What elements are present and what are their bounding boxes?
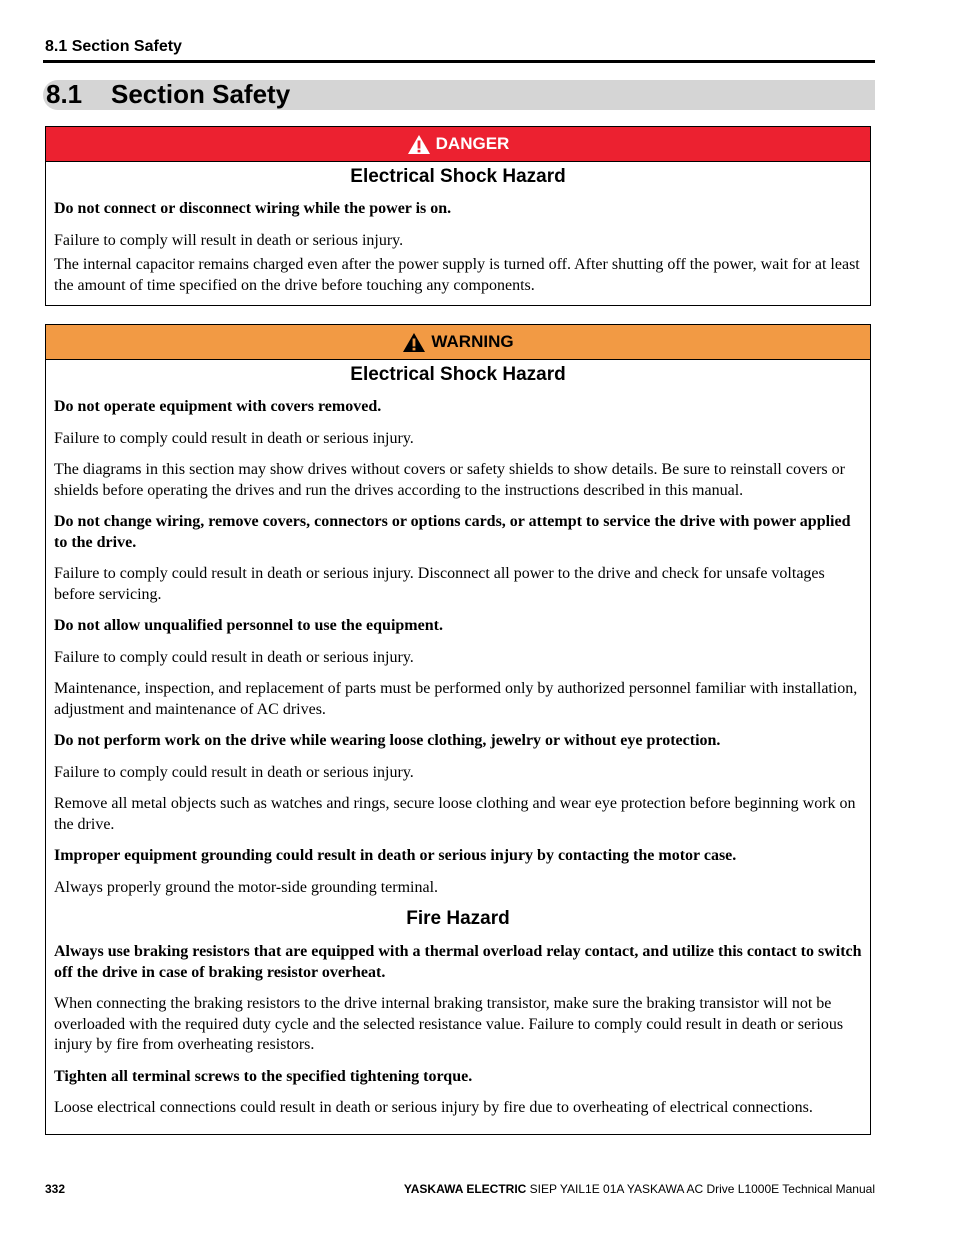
- danger-detail: The internal capacitor remains charged even after the power supply is turned off. After shutting off the power, wait for at least the amount of time specified on the drive before touching any components.: [54, 256, 860, 294]
- warning-detail: Remove all metal objects such as watches and rings, secure loose clothing and wear eye protection before beginning work on the drive.: [54, 795, 856, 833]
- warning-instruction: Do not perform work on the drive while wearing loose clothing, jewelry or without eye protection.: [54, 732, 721, 749]
- warning-detail: The diagrams in this section may show drives without covers or safety shields to show details. Be sure to reinstall covers or shields before operating the drives and run the drives according to the instructions described in this manual.: [54, 461, 845, 499]
- footer-manual-name: SIEP YAIL1E 01A YASKAWA AC Drive L1000E Technical Manual: [529, 1182, 875, 1196]
- danger-consequence: Failure to comply will result in death or serious injury.: [54, 231, 404, 249]
- running-header: 8.1 Section Safety: [45, 38, 182, 55]
- warning-triangle-icon: [402, 332, 426, 353]
- warning-instruction: Improper equipment grounding could result in death or serious injury by contacting the motor case.: [54, 847, 737, 864]
- warning-instruction: Do not allow unqualified personnel to use the equipment.: [54, 617, 443, 634]
- warning-instruction: Do not operate equipment with covers removed.: [54, 398, 382, 415]
- warning-consequence: Failure to comply could result in death or serious injury.: [54, 763, 414, 781]
- warning-banner: [46, 325, 870, 360]
- warning-instruction: Do not change wiring, remove covers, connectors or options cards, or attempt to service the drive with power applied to the drive.: [54, 513, 851, 551]
- warning-detail: Maintenance, inspection, and replacement of parts must be performed only by authorized personnel familiar with installation, adjustment and maintenance of AC drives.: [54, 680, 858, 718]
- header-rule: [43, 60, 875, 63]
- warning-box: [45, 324, 871, 1135]
- warning-consequence: Failure to comply could result in death or serious injury.: [54, 648, 414, 666]
- warning-hazard-title: Electrical Shock Hazard: [350, 364, 566, 385]
- warning-label: WARNING: [431, 332, 514, 351]
- fire-instruction: Always use braking resistors that are equipped with a thermal overload relay contact, and utilize this contact to switch off the drive in case of braking resistor overheat.: [54, 943, 862, 981]
- danger-box: [45, 126, 871, 306]
- danger-label: DANGER: [435, 134, 510, 153]
- footer-brand: YASKAWA ELECTRIC: [403, 1182, 527, 1196]
- warning-triangle-icon: [407, 134, 431, 155]
- fire-hazard-title: Fire Hazard: [406, 908, 510, 929]
- fire-consequence: Loose electrical connections could result in death or serious injury by fire due to overheating of electrical connections.: [54, 1099, 813, 1116]
- footer-manual-title: [404, 1182, 875, 1196]
- warning-consequence: Failure to comply could result in death or serious injury. Disconnect all power to the drive and check for unsafe voltages before servicing.: [54, 565, 825, 603]
- warning-detail: Always properly ground the motor-side grounding terminal.: [54, 878, 439, 896]
- danger-instruction: Do not connect or disconnect wiring while the power is on.: [54, 200, 452, 217]
- section-title: Section Safety: [111, 79, 291, 109]
- danger-hazard-title: Electrical Shock Hazard: [350, 166, 566, 187]
- fire-detail: When connecting the braking resistors to the drive internal braking transistor, make sure the braking transistor will not be overloaded with the required duty cycle and the selected resistance value. Failure to comply could result in death or serious injury by fire from overheating resistors.: [54, 995, 844, 1053]
- danger-banner: [46, 127, 870, 162]
- fire-instruction: Tighten all terminal screws to the specified tightening torque.: [54, 1067, 473, 1085]
- page-number: 332: [45, 1182, 66, 1196]
- section-heading: [43, 80, 875, 110]
- warning-consequence: Failure to comply could result in death or serious injury.: [54, 429, 414, 447]
- section-number: 8.1: [46, 79, 83, 109]
